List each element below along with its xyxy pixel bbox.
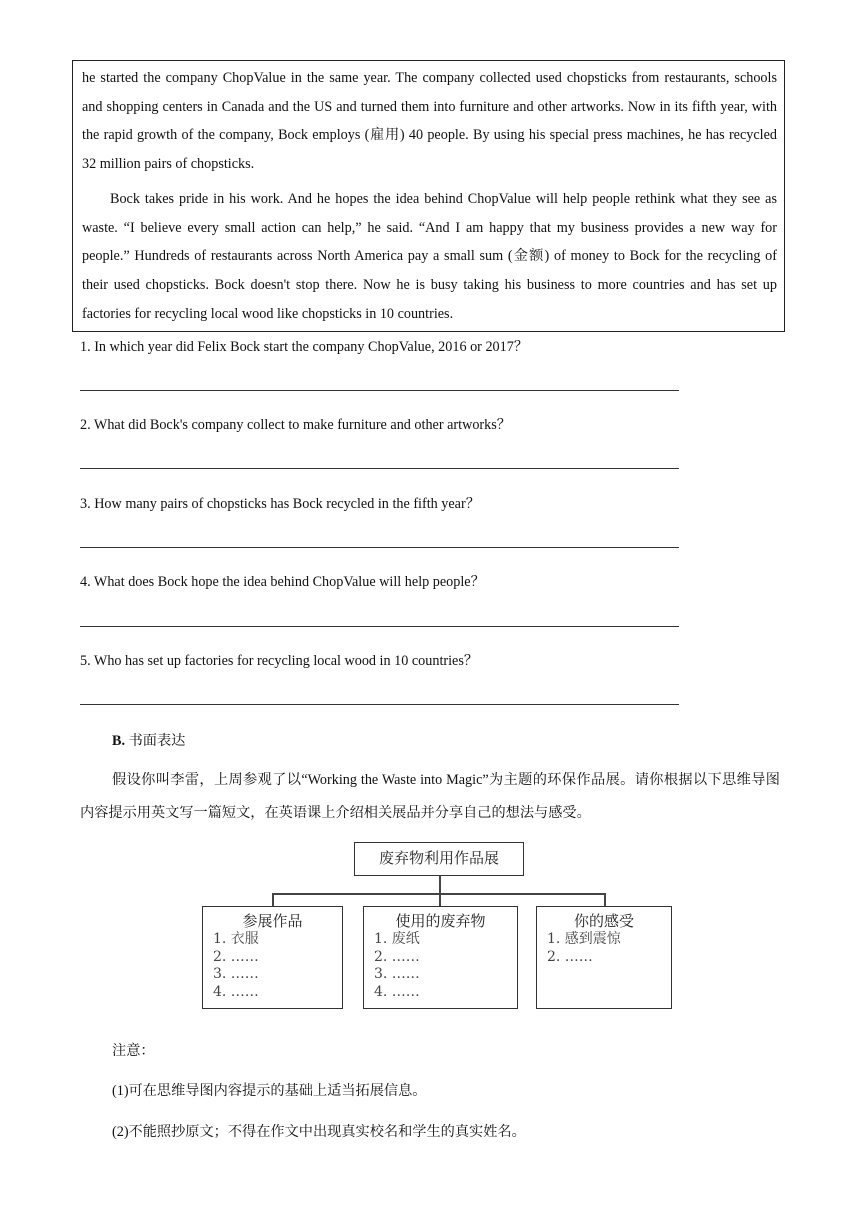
answer-line-3[interactable] <box>80 547 679 548</box>
box-heading: 你的感受 <box>573 912 634 930</box>
notes-label: 注意： <box>112 1043 155 1059</box>
note-item-1: (1)可在思维导图内容提示的基础上适当拓展信息。 <box>112 1083 427 1099</box>
connector-line <box>272 893 274 906</box>
list-item: 1. 感到震惊 <box>547 931 621 947</box>
answer-line-2[interactable] <box>80 468 679 469</box>
reading-passage <box>72 60 785 332</box>
mind-map-box-feelings <box>536 906 672 1009</box>
list-item: 2. …… <box>547 948 593 965</box>
list-item: 2. …… <box>374 948 420 965</box>
answer-line-1[interactable] <box>80 390 679 391</box>
list-item: 1. 衣服 <box>213 931 259 947</box>
mind-map-title: 废弃物利用作品展 <box>354 842 524 876</box>
list-item: 4. …… <box>213 983 259 1000</box>
connector-line <box>439 876 441 893</box>
connector-line <box>272 893 604 895</box>
question-2: 2. What did Bock's company collect to make furniture and other artworks？ <box>80 417 511 433</box>
question-1: 1. In which year did Felix Bock start the company ChopValue, 2016 or 2017？ <box>80 339 529 355</box>
note-item-2: (2)不能照抄原文；不得在作文中出现真实校名和学生的真实姓名。 <box>112 1124 526 1140</box>
answer-line-4[interactable] <box>80 626 679 627</box>
list-item: 3. …… <box>374 966 420 982</box>
box-heading: 参展作品 <box>242 912 303 930</box>
list-item: 3. …… <box>213 966 259 982</box>
list-item: 1. 废纸 <box>374 931 420 947</box>
connector-line <box>439 893 441 906</box>
list-item: 2. …… <box>213 948 259 965</box>
answer-line-5[interactable] <box>80 704 679 705</box>
mind-map-box-waste-used <box>363 906 518 1009</box>
writing-section-heading <box>112 730 185 750</box>
passage-paragraph-1: he started the company ChopValue in the same year. The company collected used chopsticks from restaurants, schools and shopping centers in Canada and the US and turned them into furniture and other artworks. Now in its fifth year, with the rapid growth of the company, Bock employs (雇用) 40 people. By using his special press machines, he has recycled 32 million pairs of chopsticks. <box>82 70 777 173</box>
question-4: 4. What does Bock hope the idea behind ChopValue will help people？ <box>80 574 485 590</box>
question-5: 5. Who has set up factories for recycling local wood in 10 countries？ <box>80 653 479 669</box>
writing-prompt: 假设你叫李雷，上周参观了以“Working the Waste into Magic”为主题的环保作品展。请你根据以下思维导图内容提示用英文写一篇短文，在英语课上介绍相关展品并分享自己的想法与感受。 <box>80 772 780 821</box>
section-label: B. <box>112 733 126 749</box>
mind-map-box-exhibits <box>202 906 343 1009</box>
box-heading: 使用的废弃物 <box>395 912 486 930</box>
passage-paragraph-2: Bock takes pride in his work. And he hopes the idea behind ChopValue will help people rethink what they see as waste. “I believe every small action can help,” he said. “And I am happy that my business provides a new way for people.” Hundreds of restaurants across North America pay a small sum (金额) of money to Bock for the recycling of their used chopsticks. Bock doesn't stop there. Now he is busy taking his business to more countries and has set up factories for recycling local wood like chopsticks in 10 countries. <box>82 190 777 322</box>
mind-map <box>186 836 674 1016</box>
list-item: 4. …… <box>374 983 420 1000</box>
connector-line <box>604 893 606 906</box>
section-title: 书面表达 <box>128 733 186 749</box>
question-3: 3. How many pairs of chopsticks has Bock recycled in the fifth year？ <box>80 496 480 512</box>
